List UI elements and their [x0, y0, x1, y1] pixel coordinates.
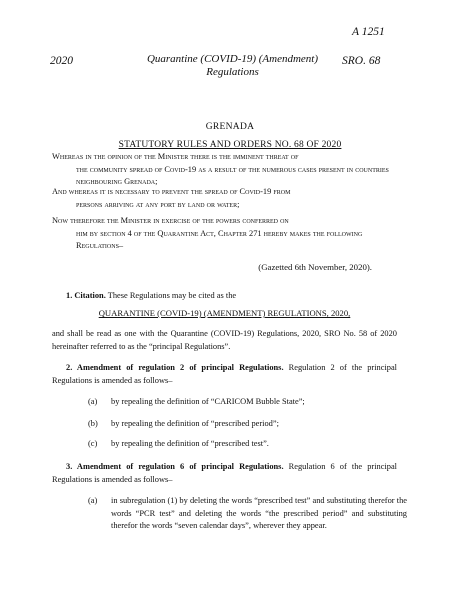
preamble-continuation: the community spread of Covid-19 as a result of the numerous cases present in countries neighbouring Grenada;: [76, 164, 389, 186]
section-text: Regulation 6 of the principal Regulations is amended as follows–: [52, 462, 398, 484]
preamble-now-therefore: [52, 215, 397, 253]
preamble-first-line: Whereas in the opinion of the Minister there is the imminent threat of: [52, 152, 299, 161]
item-marker: (a): [88, 496, 98, 505]
section-heading: 1. Citation.: [66, 291, 106, 300]
page-number: A 1251: [352, 26, 385, 38]
item-text: in subregulation (1) by deleting the words “prescribed test” and substituting therefor the words “PCR test” and deleting the words “the prescribed period” and substituting therefor the words “seven calendar days”, wherever they appear.: [111, 496, 407, 530]
header-title-line1: Quarantine (COVID-19) (Amendment): [146, 53, 319, 65]
regulations-title: QUARANTINE (COVID-19) (AMENDMENT) REGULATIONS, 2020,: [98, 308, 351, 318]
section-3-amendment: [52, 461, 397, 486]
section-text: These Regulations may be cited as the: [105, 291, 237, 300]
preamble-first-line: And whereas it is necessary to prevent the spread of Covid-19 from: [52, 187, 291, 196]
item-marker: (a): [88, 397, 98, 406]
preamble-and-whereas: [52, 186, 397, 211]
section-2-amendment: [52, 362, 397, 387]
section-1-continuation: and shall be read as one with the Quarantine (COVID-19) Regulations, 2020, SRO No. 58 of 2020 hereinafter referred to as the “principal Regulations”.: [52, 329, 397, 351]
section-1-citation: [52, 290, 397, 303]
preamble-whereas: [52, 151, 397, 189]
item-text: by repealing the definition of “CARICOM Bubble State”;: [111, 397, 305, 406]
header-sro: SRO. 68: [342, 55, 381, 67]
section-heading: 2. Amendment of regulation 2 of principal Regulations.: [66, 363, 284, 372]
header-year: 2020: [50, 55, 73, 67]
item-marker: (c): [88, 439, 98, 448]
preamble-first-line: Now therefore the Minister in exercise of the powers conferred on: [52, 216, 289, 225]
preamble-continuation: persons arriving at any port by land or water;: [76, 199, 240, 209]
item-marker: (b): [88, 419, 98, 428]
header-title-line2: Regulations: [206, 66, 259, 78]
section-text: Regulation 2 of the principal Regulations is amended as follows–: [52, 363, 398, 385]
item-text: by repealing the definition of “prescribed test”.: [111, 439, 269, 448]
gazetted-date: (Gazetted 6th November, 2020).: [258, 262, 372, 272]
sro-heading: STATUTORY RULES AND ORDERS NO. 68 OF 2020: [118, 140, 342, 150]
country-heading: GRENADA: [205, 122, 255, 132]
header-title: [120, 53, 345, 79]
preamble-continuation: him by section 4 of the Quarantine Act, Chapter 271 hereby makes the following Regulations–: [76, 228, 363, 250]
item-text: by repealing the definition of “prescribed period”;: [111, 419, 279, 428]
section-heading: 3. Amendment of regulation 6 of principal Regulations.: [66, 462, 284, 471]
